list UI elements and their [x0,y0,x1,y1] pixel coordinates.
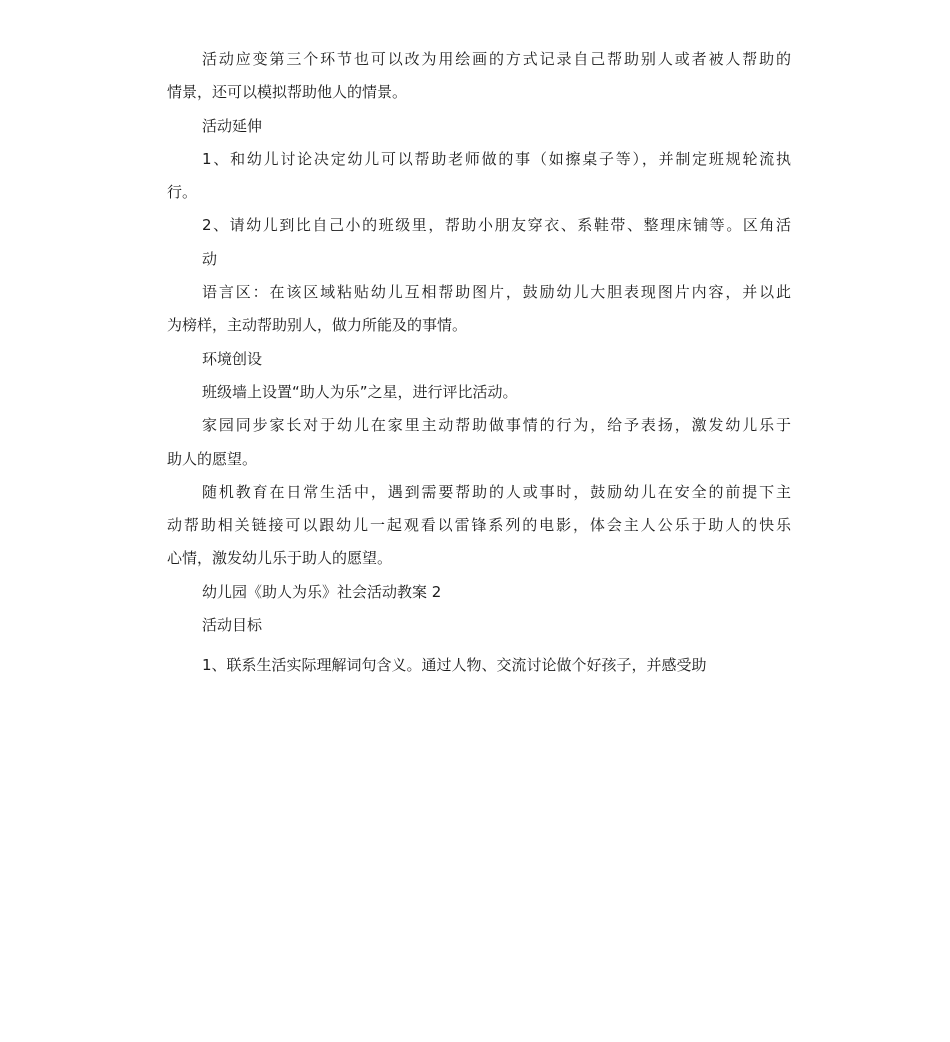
line-text: 家园同步家长对于幼儿在家里主动帮助做事情的行为，给予表扬，激发幼儿乐于 [202,416,791,435]
paragraph-line [167,309,791,342]
heading-text: 活动目标 [202,616,263,635]
heading-text: 活动延伸 [202,116,263,135]
line-text: 2、请幼儿到比自己小的班级里，帮助小朋友穿衣、系鞋带、整理床铺等。区角活 [202,216,791,235]
paragraph-line [167,143,791,176]
heading-text: 环境创设 [202,349,263,368]
line-text: 班级墙上设置“助人为乐”之星，进行评比活动。 [202,382,518,401]
paragraph-line [167,276,791,309]
line-text: 1、和幼儿讨论决定幼儿可以帮助老师做的事（如擦桌子等），并制定班规轮流执 [202,149,791,168]
line-text: 动帮助相关链接可以跟幼儿一起观看以雷锋系列的电影，体会主人公乐于助人的快乐 [167,516,791,535]
section-heading [167,609,791,642]
title-text: 幼儿园《助人为乐》社会活动教案 2 [202,582,442,601]
line-text: 行。 [167,183,198,202]
paragraph-line [167,243,791,276]
section-heading [167,343,791,376]
document-page [167,43,791,683]
line-text: 情景，还可以模拟帮助他人的情景。 [167,83,408,102]
line-text: 1、联系生活实际理解词句含义。通过人物、交流讨论做个好孩子，并感受助 [202,656,707,675]
paragraph-line [167,409,791,442]
paragraph-line [167,509,791,542]
line-text: 动 [202,249,218,268]
line-text: 助人的愿望。 [167,449,258,468]
line-text: 随机教育在日常生活中，遇到需要帮助的人或事时，鼓励幼儿在安全的前提下主 [202,482,791,501]
paragraph-line [167,376,791,409]
line-text: 为榜样，主动帮助别人，做力所能及的事情。 [167,316,468,335]
document-title [167,576,791,609]
line-text: 语言区：在该区域粘贴幼儿互相帮助图片，鼓励幼儿大胆表现图片内容，并以此 [202,283,791,302]
line-text: 活动应变第三个环节也可以改为用绘画的方式记录自己帮助别人或者被人帮助的 [202,50,791,68]
line-text: 心情，激发幼儿乐于助人的愿望。 [167,549,393,568]
paragraph-line [167,43,791,76]
paragraph-line [167,443,791,476]
paragraph-line [167,542,791,575]
section-heading [167,110,791,143]
paragraph-line [167,176,791,209]
paragraph-line [167,76,791,109]
paragraph-line [167,209,791,242]
spacer [167,642,791,649]
paragraph-line [167,476,791,509]
paragraph-line [167,649,791,682]
